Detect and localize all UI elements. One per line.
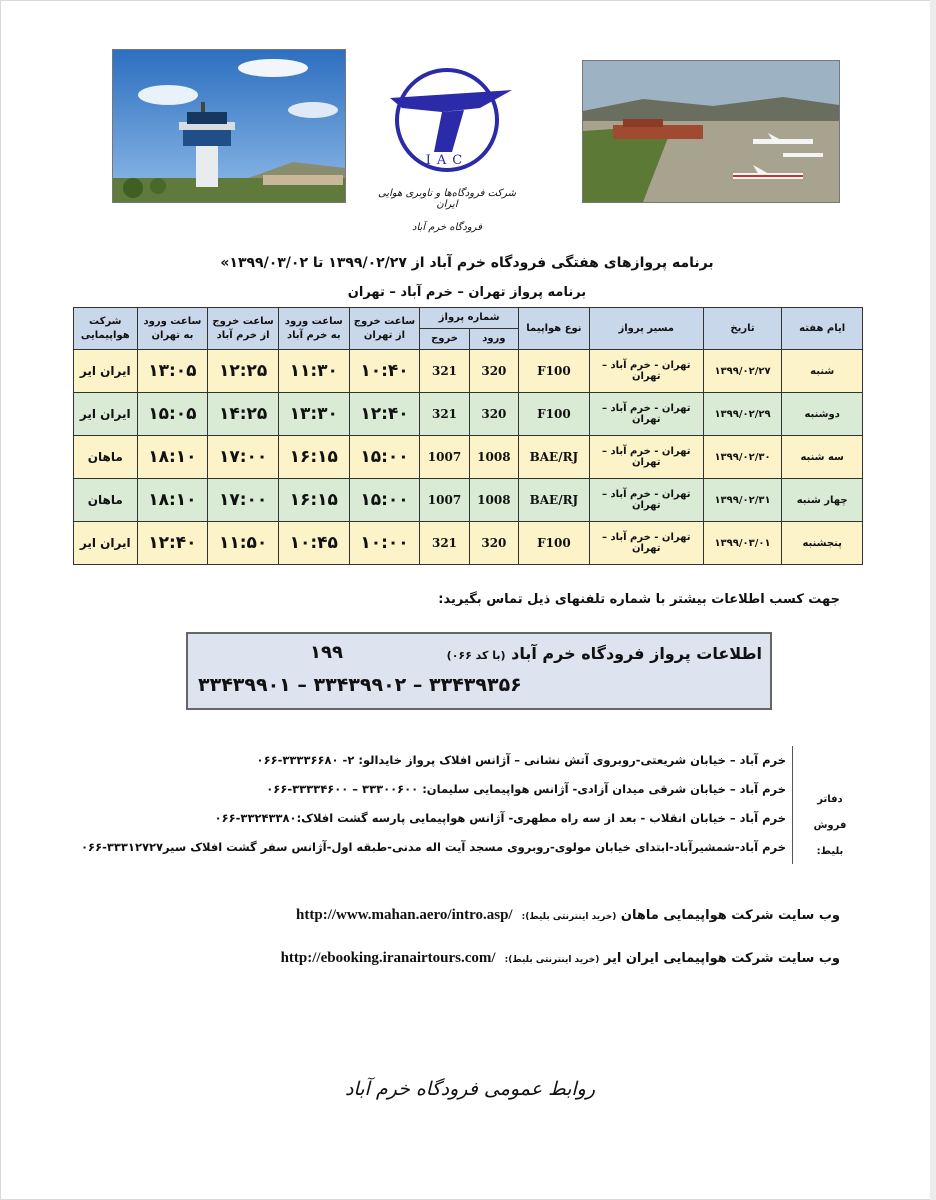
list-item: خرم آباد – خیابان شرقی میدان آزادی- آژانس هواپیمایی سلیمان: ۳۳۳۰۰۶۰۰ – ۳۳۳۳۴۶۰۰-۰۶۶ [266, 782, 786, 796]
cell-route: تهران - خرم آباد – تهران [589, 393, 703, 436]
schedule-title: برنامه پروازهای هفتگی فرودگاه خرم آباد از ۱۳۹۹/۰۲/۲۷ تا ۱۳۹۹/۰۳/۰۲» [220, 255, 714, 271]
contact-intro: جهت کسب اطلاعات بیشتر با شماره تلفنهای ذیل تماس بگیرید: [438, 592, 840, 607]
table-row [74, 436, 863, 479]
table-row [74, 479, 863, 522]
cell-arr-tehran: ۱۳:۰۵ [137, 350, 208, 393]
table-row [74, 522, 863, 565]
table-row [74, 350, 863, 393]
iranair-website-link[interactable]: http://ebooking.iranairtours.com/ [280, 950, 496, 966]
cell-date: ۱۳۹۹/۰۲/۳۰ [703, 436, 782, 479]
cell-arr-khorramabad: ۱۶:۱۵ [278, 479, 349, 522]
cell-arr-khorramabad: ۱۰:۴۵ [278, 522, 349, 565]
public-relations-signature: روابط عمومی فرودگاه خرم آباد [344, 1078, 596, 1100]
cell-airline: ایران ایر [74, 522, 138, 565]
cell-day: پنجشنبه [782, 522, 863, 565]
cell-route: تهران - خرم آباد – تهران [589, 436, 703, 479]
iac-logo [372, 60, 522, 250]
header-flight-number: شماره پرواز [420, 308, 519, 329]
cell-arr-tehran: ۱۸:۱۰ [137, 479, 208, 522]
flight-info-title [447, 644, 762, 663]
table-row [74, 393, 863, 436]
cell-dep-tehran: ۱۵:۰۰ [349, 479, 420, 522]
flight-info-box [186, 632, 772, 710]
cell-arr-tehran: ۱۵:۰۵ [137, 393, 208, 436]
cell-dep-khorramabad: ۱۲:۲۵ [208, 350, 279, 393]
phone-numbers: ۳۳۴۳۹۹۰۱ – ۳۳۴۳۹۹۰۲ – ۳۳۴۳۹۳۵۶ [198, 674, 522, 696]
list-item: خرم آباد – خیابان شریعتی-روبروی آتش نشانی – آژانس افلاک پرواز خایدالو: ۲- ۳۳۳۳۶۶۸۰-۰۶۶ [256, 753, 786, 767]
mahan-website-label: وب سایت شرکت هواپیمایی ماهان [620, 908, 840, 923]
cell-arr-tehran: ۱۸:۱۰ [137, 436, 208, 479]
cell-aircraft: F100 [519, 350, 590, 393]
header-airline: شرکت هواپیمایی [74, 308, 138, 350]
logo-airport-name: فرودگاه خرم آباد [412, 222, 482, 233]
header-departure-no: خروج [420, 329, 469, 350]
cell-arrival-no: 1008 [469, 436, 518, 479]
cell-airline: ایران ایر [74, 393, 138, 436]
cell-dep-khorramabad: ۱۴:۲۵ [208, 393, 279, 436]
cell-date: ۱۳۹۹/۰۲/۳۱ [703, 479, 782, 522]
cell-departure-no: 321 [420, 350, 469, 393]
cell-dep-khorramabad: ۱۷:۰۰ [208, 479, 279, 522]
cell-dep-tehran: ۱۰:۰۰ [349, 522, 420, 565]
header-arr-tehran: ساعت ورود به تهران [137, 308, 208, 350]
cell-day: سه شنبه [782, 436, 863, 479]
header-aircraft: نوع هواپیما [519, 308, 590, 350]
header-day: ایام هفته [782, 308, 863, 350]
cell-aircraft: F100 [519, 522, 590, 565]
iranair-website-line [150, 950, 840, 967]
mahan-website-link[interactable]: http://www.mahan.aero/intro.asp/ [296, 907, 513, 923]
header-route: مسیر پرواز [589, 308, 703, 350]
cell-route: تهران - خرم آباد – تهران [589, 350, 703, 393]
cell-aircraft: BAE/RJ [519, 436, 590, 479]
short-phone-number: ۱۹۹ [310, 642, 343, 663]
cell-departure-no: 1007 [420, 436, 469, 479]
control-tower-photo [112, 49, 346, 203]
cell-departure-no: 1007 [420, 479, 469, 522]
header-date: تاریخ [703, 308, 782, 350]
cell-dep-khorramabad: ۱۷:۰۰ [208, 436, 279, 479]
offices-label-line2: فروش بلیط: [813, 820, 847, 857]
iac-emblem-icon [372, 60, 522, 190]
offices-label-line1: دفاتر [817, 794, 843, 805]
cell-departure-no: 321 [420, 522, 469, 565]
cell-arr-khorramabad: ۱۳:۳۰ [278, 393, 349, 436]
cell-arr-tehran: ۱۲:۴۰ [137, 522, 208, 565]
cell-date: ۱۳۹۹/۰۲/۲۹ [703, 393, 782, 436]
page-edge [930, 0, 936, 1200]
cell-route: تهران - خرم آباد – تهران [589, 522, 703, 565]
header-dep-tehran: ساعت خروج از تهران [349, 308, 420, 350]
cell-aircraft: BAE/RJ [519, 479, 590, 522]
flight-schedule-table [73, 307, 863, 565]
cell-dep-tehran: ۱۰:۴۰ [349, 350, 420, 393]
cell-dep-tehran: ۱۵:۰۰ [349, 436, 420, 479]
cell-arrival-no: 320 [469, 393, 518, 436]
logo-initials: IAC [425, 153, 469, 168]
cell-departure-no: 321 [420, 393, 469, 436]
header-arrival-no: ورود [469, 329, 518, 350]
cell-airline: ماهان [74, 479, 138, 522]
header-arr-khorramabad: ساعت ورود به خرم آباد [278, 308, 349, 350]
cell-day: چهار شنبه [782, 479, 863, 522]
airport-apron-photo [582, 60, 840, 203]
cell-aircraft: F100 [519, 393, 590, 436]
sales-offices-list [81, 746, 793, 864]
cell-arrival-no: 1008 [469, 479, 518, 522]
logo-company-name: شرکت فرودگاه‌ها و ناوبری هوایی ایران [377, 188, 517, 210]
cell-route: تهران - خرم آباد – تهران [589, 479, 703, 522]
cell-dep-tehran: ۱۲:۴۰ [349, 393, 420, 436]
cell-arr-khorramabad: ۱۶:۱۵ [278, 436, 349, 479]
flight-info-label: اطلاعات پرواز فرودگاه خرم آباد [511, 644, 762, 663]
cell-airline: ماهان [74, 436, 138, 479]
cell-arr-khorramabad: ۱۱:۳۰ [278, 350, 349, 393]
list-item: خرم آباد – خیابان انقلاب - بعد از سه راه مطهری- آژانس هواپیمایی پارسه گشت افلاک:۳۳۲۴۳۳۸۰-۰۶۶ [214, 811, 786, 825]
cell-day: دوشنبه [782, 393, 863, 436]
list-item: خرم آباد-شمشیرآباد-ابتدای خیابان مولوی-روبروی مسجد آیت اله مدنی-طبقه اول-آژانس سفر گشت افلاک سیر۳۳۳۱۲۷۲۷-۰۶۶ [81, 840, 786, 854]
cell-day: شنبه [782, 350, 863, 393]
header-dep-khorramabad: ساعت خروج از خرم آباد [208, 308, 279, 350]
cell-date: ۱۳۹۹/۰۳/۰۱ [703, 522, 782, 565]
sales-offices-label [800, 787, 860, 865]
cell-arrival-no: 320 [469, 522, 518, 565]
area-code: (با کد ۰۶۶) [446, 649, 506, 662]
cell-arrival-no: 320 [469, 350, 518, 393]
cell-date: ۱۳۹۹/۰۲/۲۷ [703, 350, 782, 393]
iranair-website-label: وب سایت شرکت هواپیمایی ایران ایر [603, 951, 840, 966]
route-subtitle: برنامه پرواز تهران – خرم آباد – تهران [347, 285, 587, 300]
mahan-website-line [150, 907, 840, 924]
mahan-website-note: (خرید اینترنتی بلیط): [521, 912, 617, 922]
cell-dep-khorramabad: ۱۱:۵۰ [208, 522, 279, 565]
cell-airline: ایران ایر [74, 350, 138, 393]
iranair-website-note: (خرید اینترنتی بلیط): [504, 955, 600, 965]
